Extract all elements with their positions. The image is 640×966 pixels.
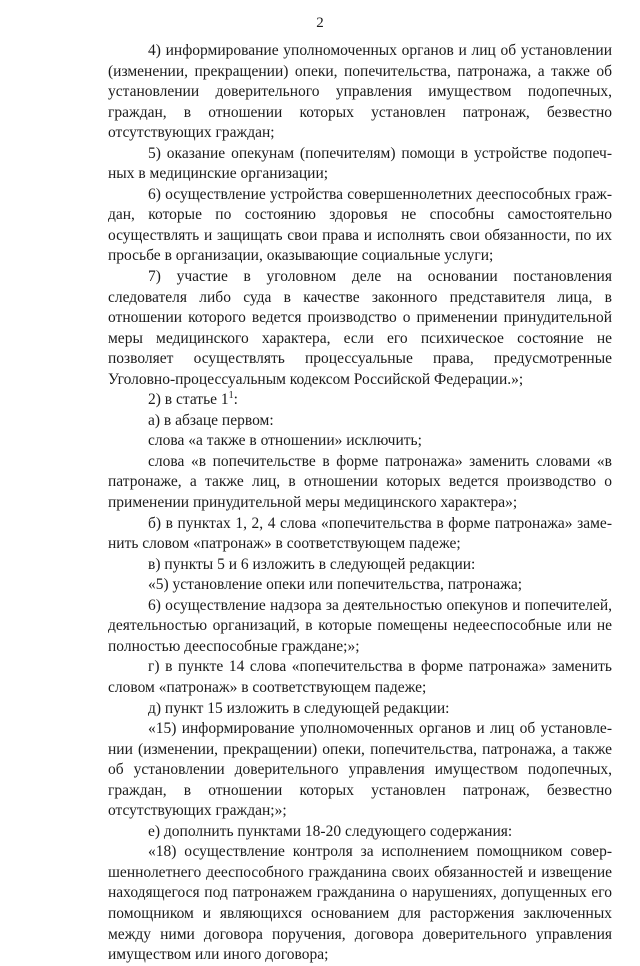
paragraph-subitem-e: е) дополнить пунктами 18-20 следующего содержания: — [148, 822, 513, 840]
paragraph-exclude-words: слова «а также в отношении» исключить; — [148, 432, 422, 450]
paragraph-article-amendment — [108, 390, 612, 411]
paragraph-new-item-5: «5) установление опеки или попечительства, патронажа; — [148, 576, 523, 594]
paragraph-item-5: 5) оказание опекунам (попечителям) помощи в устройстве подопечных в медицинские организации; — [108, 144, 612, 183]
document-body — [108, 41, 612, 966]
article-superscript: 1 — [228, 390, 234, 402]
paragraph-subitem-g: г) в пункте 14 слова «попечительства в форме патронажа» заменить словом «патронаж» в соответствующем падеже; — [108, 658, 612, 696]
paragraph-item-4: 4) информирование уполномоченных органов и лиц об установлении (изменении, прекращении) опеки, попечительства, патронажа, а также об установлении доверительного управления имуществом подопечных, граждан, в отношении которых установлен патронаж, безвестно отсутствующих граждан; — [108, 42, 612, 142]
paragraph-new-item-6: 6) осуществление надзора за деятельностью опекунов и попечителей, деятельностью организаций, в которые помещены недееспособные или не полностью дееспособные граждане;»; — [108, 596, 612, 655]
paragraph-item-6: 6) осуществление устройства совершеннолетних дееспособных граждан, которые по состоянию здоровья не способны самостоятельно осуществлять и защищать свои права и исполнять свои обязанности, по их просьбе в организации, оказывающие социальные услуги; — [108, 185, 612, 265]
article-intro-text: 2) в статье 1 — [148, 391, 229, 409]
article-colon: : — [233, 391, 238, 409]
paragraph-new-item-18: «18) осуществление контроля за исполнением помощником совершеннолетнего дееспособного гражданина своих обязанностей и извещение находящегося под патронажем гражданина о нарушениях, допущенных его помощником и являющихся основанием для расторжения заключенных между ними договора поручения, договора доверительного управления имуществом или иного договора; — [108, 843, 612, 964]
paragraph-replace-words: слова «в попечительстве в форме патронажа» заменить словами «в патронаже, а также лиц, в отношении которых ведется производство о применении принудительной меры медицинского характера»; — [108, 452, 612, 512]
paragraph-subitem-d: д) пункт 15 изложить в следующей редакции: — [148, 699, 450, 717]
paragraph-item-7: 7) участие в уголовном деле на основании постановления следователя либо суда в качестве законного представителя лица, в отношении которого ведется производство о применении принудительной меры медицинского характера, если его психическое состояние не позволяет осуществлять процессуальные права, предусмотренные Уголовно-процессуальным кодексом Российской Федерации.»; — [108, 268, 612, 388]
paragraph-subitem-a: а) в абзаце первом: — [148, 411, 274, 429]
paragraph-new-item-15: «15) информирование уполномоченных органов и лиц об установлении (изменении, прекращении) опеки, попечительства, патронажа, а также об установлении доверительного управления имуществом подопечных, граждан, в отношении которых установлен патронаж, безвестно отсутствующих граждан;»; — [108, 720, 612, 820]
paragraph-subitem-v: в) пункты 5 и 6 изложить в следующей редакции: — [148, 555, 476, 573]
page-number: 2 — [316, 15, 324, 31]
paragraph-subitem-b: б) в пунктах 1, 2, 4 слова «попечительства в форме патронажа» заменить словом «патронаж» в соответствующем падеже; — [108, 514, 612, 553]
